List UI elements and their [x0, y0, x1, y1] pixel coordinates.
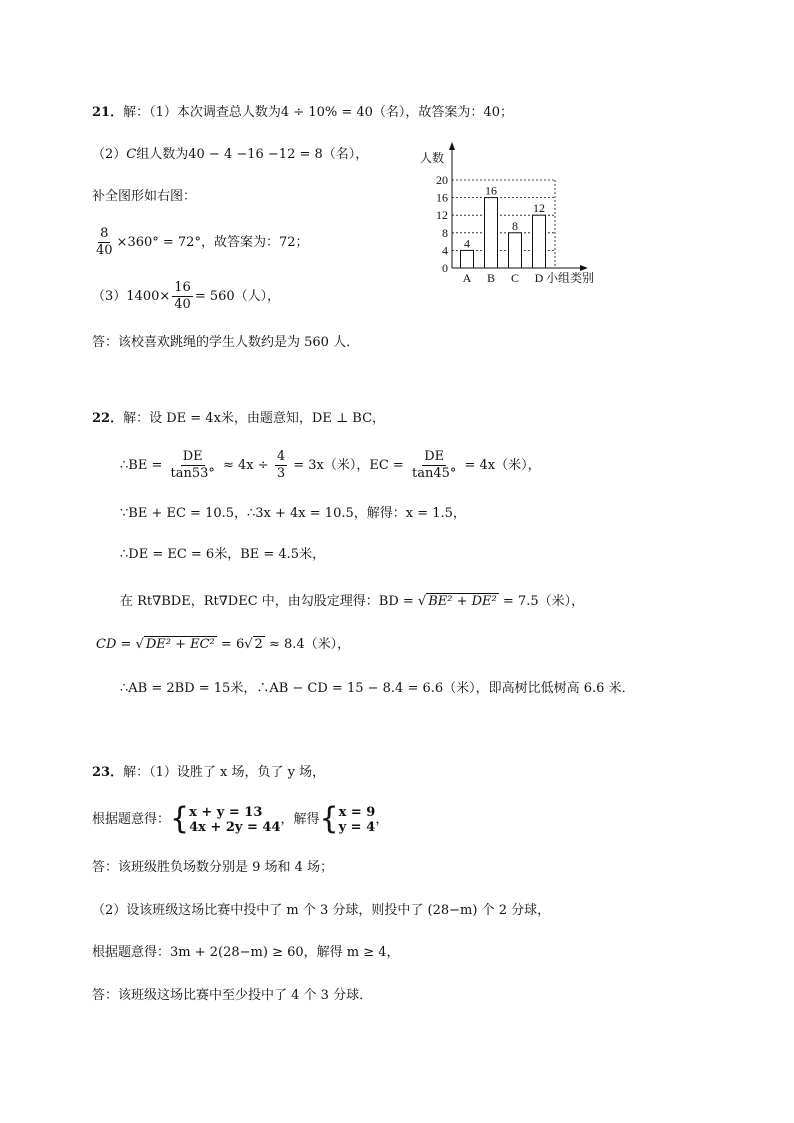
bar-B — [485, 198, 498, 268]
q22-text: = 6 — [220, 637, 245, 652]
q23-text: ，解得 — [280, 812, 320, 827]
y-tick-label: 0 — [442, 261, 448, 275]
q22-line4: ∴DE = EC = 6米，BE = 4.5米， — [120, 547, 326, 562]
q21-var-c: C — [126, 147, 137, 162]
q21-line5 — [92, 280, 280, 313]
q23-line4: （2）设该班级这场比赛中投中了 m 个 3 分球，则投中了 (28−m) 个 2 分球， — [92, 903, 551, 918]
q22-text: = 4x（米）， — [464, 458, 541, 473]
q21-text-tail: （名）， — [322, 147, 369, 162]
q23-line1 — [92, 764, 325, 782]
fraction: $\frac{16}{40}$ — [174, 280, 191, 312]
sqrt-expression: DE² + EC² — [145, 637, 215, 652]
q21-line3: 补全图形如右图： — [92, 189, 197, 204]
equation-system — [189, 805, 280, 835]
left-brace: { — [319, 801, 339, 837]
x-tick-label: A — [462, 271, 472, 285]
q21-calc: 4 ÷ 10% = 40 — [280, 105, 373, 120]
solution-system — [339, 805, 376, 835]
q22-line6: CD = √ DE² + EC² = 6√ 2 ≈ 8.4（米）， — [96, 637, 351, 652]
y-tick-label: 20 — [436, 173, 448, 187]
sqrt-expression: 2 — [254, 637, 263, 652]
q21-calc: = 560 — [194, 289, 235, 304]
left-brace: { — [170, 801, 190, 837]
y-tick-label: 16 — [436, 190, 448, 205]
q22-line1 — [92, 410, 385, 428]
q21-calc: 40 − 4 −16 −12 = 8 — [188, 147, 323, 162]
q21-text-tail: （人）， — [234, 289, 281, 304]
fraction: $\frac{8}{40}$ — [96, 226, 113, 258]
q21-text-tail: （名），故答案为：40； — [372, 105, 513, 120]
q22-line2 — [120, 448, 541, 484]
fraction: $\frac{DE}{\tan 53^\circ}$ — [170, 449, 215, 481]
q21-line1 — [92, 104, 513, 122]
q23-line5: 根据题意得：3m + 2(28−m) ≥ 60，解得 m ≥ 4， — [92, 945, 400, 960]
q23-answer: 答：该班级这场比赛中至少投中了 4 个 3 分球． — [92, 988, 373, 1003]
q22-text: = 7.5（米）， — [502, 594, 585, 609]
q21-part3-label: （3） — [92, 289, 127, 304]
q23-line3: 答：该班级胜负场数分别是 9 场和 4 场； — [92, 860, 334, 875]
fraction: $\frac{4}{3}$ — [276, 449, 286, 481]
q21-text: 组人数为 — [136, 147, 189, 162]
bar-value-label: 16 — [485, 183, 497, 198]
equation-2: 4x + 2y = 44 — [189, 819, 281, 835]
bar-D — [533, 215, 546, 268]
x-axis-label: 小组类别 — [546, 271, 595, 285]
q21-answer: 答：该校喜欢跳绳的学生人数约是为 560 人． — [92, 335, 360, 350]
q21-part2-label: （2） — [92, 147, 127, 162]
q22-line5: 在 Rt∇BDE，Rt∇DEC 中，由勾股定理得：BD = √ BE² + DE² = 7.5（米）， — [120, 594, 585, 609]
bar-value-label: 8 — [512, 218, 518, 233]
q22-text: = 3x（米），EC = — [293, 458, 404, 473]
sqrt-expression: BE² + DE² — [428, 594, 497, 609]
x-tick-label: B — [486, 271, 496, 285]
q22-text: 解：设 DE = 4x米，由题意知，DE ⊥ BC， — [123, 411, 386, 426]
x-tick-label: D — [534, 271, 544, 285]
q22-text: 在 Rt∇BDE，Rt∇DEC 中，由勾股定理得：BD = — [120, 594, 414, 609]
q22-number: 22． — [92, 411, 124, 426]
y-tick-label: 8 — [442, 225, 448, 240]
equation-1: x + y = 13 — [189, 804, 263, 820]
bar-value-label: 4 — [464, 236, 470, 251]
q23-line2 — [92, 803, 388, 837]
q22-line7: ∴AB = 2BD = 15米，∴AB − CD = 15 − 8.4 = 6.6（米），即高树比低树高 6.6 米． — [120, 681, 635, 696]
bar-value-label: 12 — [533, 201, 545, 216]
q21-line2 — [92, 146, 368, 164]
solution-1: x = 9 — [338, 804, 376, 820]
bar-A — [461, 250, 474, 268]
q21-text: （1）本次调查总人数为 — [149, 105, 281, 120]
q21-text-tail: ，故答案为：72； — [200, 235, 309, 250]
q22-text: ≈ 8.4（米）， — [268, 637, 351, 652]
x-tick-label: C — [510, 271, 520, 285]
q21-calc: 1400× — [126, 289, 171, 304]
q22-text: ∴BE = — [120, 458, 163, 473]
bar-C — [509, 233, 522, 268]
q23-text: 解：（1）设胜了 x 场，负了 y 场， — [123, 765, 326, 780]
bar-chart — [412, 140, 612, 290]
fraction: $\frac{DE}{\tan 45^\circ}$ — [411, 449, 457, 481]
y-axis-arrow — [449, 142, 455, 150]
solution-2: y = 4 — [338, 819, 376, 835]
q21-calc: ×360° = 72° — [116, 235, 201, 250]
y-tick-label: 12 — [436, 208, 448, 223]
q21-number: 21． — [92, 105, 124, 120]
q23-text: 根据题意得： — [92, 812, 171, 827]
q23-number: 23． — [92, 765, 124, 780]
q23-text: ， — [375, 812, 389, 827]
y-tick-label: 4 — [442, 243, 448, 258]
y-axis-label: 人数 — [420, 151, 445, 165]
q22-text: ≈ 4x ÷ — [223, 458, 269, 473]
q21-solution-label: 解： — [123, 105, 150, 120]
q22-text: CD = — [96, 637, 132, 652]
q21-line4 — [92, 226, 309, 259]
q22-line3: ∵BE + EC = 10.5，∴3x + 4x = 10.5，解得：x = 1.5， — [120, 506, 466, 521]
